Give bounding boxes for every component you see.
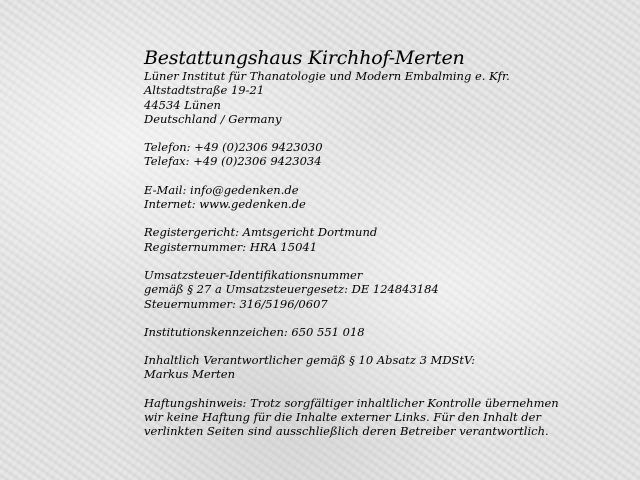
street-address: Altstadtstraße 19-21 bbox=[144, 83, 265, 98]
spacer bbox=[144, 254, 614, 268]
institute-name: Lüner Institut für Thanatologie und Modern Embalming e. Kfr. bbox=[144, 69, 510, 83]
responsible-name: Markus Merten bbox=[144, 367, 235, 382]
vat-id: gemäß § 27 a Umsatzsteuergesetz: DE 124843184 bbox=[144, 282, 439, 297]
disclaimer-line-2: wir keine Haftung für die Inhalte externer Links. Für den Inhalt der bbox=[144, 410, 541, 425]
register-court: Registergericht: Amtsgericht Dortmund bbox=[144, 225, 378, 240]
spacer bbox=[144, 311, 614, 325]
postal-city: 44534 Lünen bbox=[144, 97, 221, 112]
spacer bbox=[144, 339, 614, 353]
spacer bbox=[144, 126, 614, 140]
disclaimer-line-3: verlinkten Seiten sind ausschließlich deren Betreiber verantwortlich. bbox=[144, 424, 549, 439]
email-address: E-Mail: info@gedenken.de bbox=[144, 182, 299, 197]
country: Deutschland / Germany bbox=[144, 111, 282, 126]
spacer bbox=[144, 169, 614, 183]
spacer bbox=[144, 382, 614, 396]
vat-heading: Umsatzsteuer-Identifikationsnummer bbox=[144, 267, 363, 282]
spacer bbox=[144, 211, 614, 225]
institution-code: Institutionskennzeichen: 650 551 018 bbox=[144, 324, 365, 339]
disclaimer-line-1: Haftungshinweis: Trotz sorgfältiger inhaltlicher Kontrolle übernehmen bbox=[144, 395, 559, 410]
responsible-label: Inhaltlich Verantwortlicher gemäß § 10 Absatz 3 MDStV: bbox=[144, 353, 476, 368]
register-number: Registernummer: HRA 15041 bbox=[144, 239, 318, 254]
phone-number: Telefon: +49 (0)2306 9423030 bbox=[144, 140, 323, 155]
page-title: Bestattungshaus Kirchhof-Merten bbox=[144, 47, 465, 69]
fax-number: Telefax: +49 (0)2306 9423034 bbox=[144, 154, 322, 169]
imprint-content bbox=[144, 47, 614, 439]
website-address: Internet: www.gedenken.de bbox=[144, 197, 306, 212]
tax-number: Steuernummer: 316/5196/0607 bbox=[144, 296, 328, 311]
